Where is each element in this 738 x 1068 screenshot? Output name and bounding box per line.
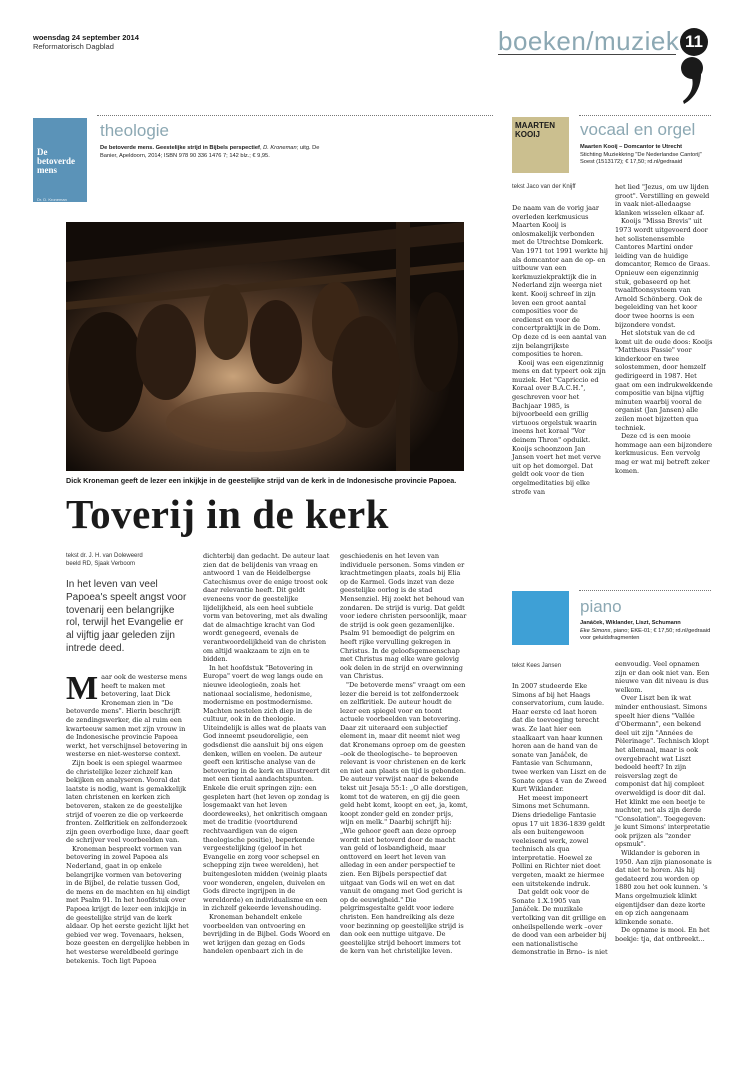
- section-title: theologie: [100, 121, 170, 140]
- paragraph: In 2007 studeerde Eke Simons af bij het Haags conservatorium, cum laude. Haar eerste cd laat horen dat die toevoeging terecht was. Ze laat hier een staalkaart van haar kunnen horen aan de hand van de sonate van Janáček, de Fantasie van Schumann, twee werken van Liszt en de Sonate opus 4 van de Zweed Kurt Wiklander.: [512, 682, 607, 794]
- section-title: piano: [580, 597, 622, 616]
- book-cover-image: [33, 118, 87, 202]
- book-cover-title: De betoverde mens: [37, 147, 75, 175]
- book-meta: uitg. De Banier, Apeldoorn, 2014; ISBN 978 90 336 1476 7; 142 blz.; € 9,95.: [100, 145, 320, 159]
- paragraph: Kooijs "Missa Brevis" uit 1973 wordt uitgevoerd door het solistenensemble Cantores Martini onder leiding van de huidige domcantor, Remco de Graas. Opnieuw een eigenzinnig stuk, gebaseerd op het twaalftoonsysteem van Arnold Schönberg. Ook de begeleiding van het koor door twee hoorns is een bijzondere vondst.: [615, 217, 711, 329]
- book-details: De betoverde mens. Geestelijke strijd in Bijbels perspectief, D. Kroneman; uitg. De Banier, Apeldoorn, 2014; ISBN 978 90 336 1476 7; 142 blz.; € 9,95.: [100, 145, 320, 159]
- header-rule: [498, 54, 676, 55]
- paragraph: Deze cd is een mooie hommage aan een bijzondere kerkmusicus. Een vervolg mag er wat mij betreft zeker komen.: [615, 432, 713, 475]
- book-title: De betoverde mens. Geestelijke strijd in Bijbels perspectief: [100, 145, 260, 151]
- review-column-2: [615, 660, 713, 944]
- article-column-3: [340, 552, 468, 956]
- review-column-2: [615, 183, 713, 475]
- cd-cover-last: KOOIJ: [515, 130, 540, 139]
- cd-title: Maarten Kooij – Domcantor te Utrecht: [580, 144, 683, 150]
- page-section-title: boeken/muziek: [498, 26, 680, 56]
- article-photo: [66, 222, 464, 471]
- cd-performer: Eke Simons: [580, 627, 611, 634]
- review-credit: tekst Kees Jansen: [512, 663, 562, 669]
- paragraph: Zijn boek is een spiegel waarmee de christelijke lezer zichzelf kan bekijken en analyseren. Vooral dat laatste is nodig, want is gemakkelijk laten christenen en kerken zich betoveren, staken ze de geestelijke strijd of voeren ze die op verkeerde fronten. Zelfkritiek en zelfonderzoek zijn geen overbodige luxe, daar geeft de schrijver veel voorbeelden van.: [66, 758, 189, 845]
- article-column-1: [66, 670, 190, 965]
- paragraph: geschiedenis en het leven van individuele personen. Soms vinden er krachtmetingen plaats, zoals bij Elia op de Karmel. Gods inzet van deze geestelijke oorlog is de stad Mensenziel. Hij zoekt het behoud van zondaren. De strijd is vurig. Dat geldt voor iedere christen persoonlijk, maar de strijd is ook geen gezamenlijke. Psalm 91 bemoedigt de pelgrim en heeft rijke vervulling gekregen in Christus. In de geloofsgemeenschap met Christus mag elke ware gelovig ook delen in de strijd en overwinning van Christus.: [340, 552, 467, 681]
- paragraph: Het slotstuk van de cd komt uit de oude doos: Kooijs "Mattheus Passie" voor kinderkoor en twee solostemmen, door hemzelf gedirigeerd in 1987. Het gaat om een indrukwekkende compositie van bijna vijftig minuten waarbij vooral de organist (Jan Jansen) alle zeilen moet bijzetten qua techniek.: [615, 329, 713, 432]
- paragraph: dichterbij dan gedacht. De auteur laat zien dat de belijdenis van vraag en antwoord 1 van de Heidelbergse Catechismus over de enige troost ook daar relevantie heeft. Dit geldt eveneens voor de geestelijke lijdelijkheid, als een heel subtiele vorm van betovering, met als dwaling dat de almachtige kracht van God wordt genegeerd, evenals de verantwoordelijkheid van de christen om altijd waakzaam te zijn en te bidden.: [203, 552, 330, 664]
- paragraph: aar ook de westerse mens heeft te maken met betovering, laat Dick Kroneman zien in "De betoverde mens". Hierin beschrijft de zendingswerker, die al ruim een kwarteeuw samen met zijn vrouw in de Indonesische provincie Papoea werkt, het verschijnsel betovering in westerse en niet-westerse context.: [66, 673, 188, 759]
- paragraph: eenvoudig. Veel opnamen zijn er dan ook niet van. Een nieuwe van dit niveau is dus welkom.: [615, 660, 710, 694]
- drop-cap: M: [66, 670, 99, 707]
- paragraph: Over Liszt ben ik wat minder enthousiast. Simons speelt hier diens "Vallée d'Obermann", een bekend deel uit zijn "Années de Pèlerinage". Technisch klopt het allemaal, maar is ook overgebracht wat Liszt bedoeld heeft? In zijn reisverslag zegt de componist dat hij compleet overweldigd is door dit dal. Het klinkt me een beetje te nuchter, net als zijn derde "Consolation". Toegegeven: je kunt Simons' interpretatie ook prijzen als "zonder opsmuk".: [615, 694, 710, 849]
- issue-date: woensdag 24 september 2014: [33, 33, 139, 42]
- paragraph: Kooij was een eigenzinnig mens en dat typeert ook zijn muziek. Het "Capriccio ed Koraal over B.A.C.H.", geschreven voor het Bachjaar 1985, is bijvoorbeeld een grillig virtuoos orgelstuk waarin ineens het koraal "Vor deinem Thron" opduikt. Kooijs schoonzoon Jan Jansen voert het met verve uit op het domorgel. Dat geldt ook voor de tien orgelmeditaties bij elke strofe van: [512, 358, 606, 496]
- section-divider: [97, 115, 493, 116]
- newspaper-name: Reformatorisch Dagblad: [33, 42, 114, 51]
- article-headline: Toverij in de kerk: [66, 491, 389, 537]
- cd-cover-image: [512, 117, 569, 173]
- cd-meta: Stichting Muziekkring "De Nederlandse Cantorij" Soest (1513172); € 17,50; rd.nl/gedraaid: [580, 151, 702, 166]
- paragraph: Dat geldt ook voor de Sonate 1.X.1905 van Janáček. De muzikale vertolking van dit grillige en onheilspellende werk –over de dood van een arbeider bij een nationalistische demonstratie in Brno– is niet: [512, 888, 608, 957]
- article-column-2: [203, 552, 331, 956]
- paragraph: Kroneman behandelt enkele voorbeelden van ontvoering en bevrijding in de Bijbel. Gods Woord en wet krijgen dan gezag en Gods handelen openbaart zich in de: [203, 912, 331, 956]
- page-number: 11: [680, 28, 708, 56]
- paragraph: Het meest imponeert Simons met Schumann. Diens driedelige Fantasie opus 17 uit 1836-1839 geldt als een buitengewoon veeleisend werk, zowel technisch als qua interpretatie. Hoewel ze Pollini en Richter niet doet vergeten, maakt ze hiermee een uitstekende indruk.: [512, 793, 606, 888]
- review-credit: tekst Jaco van der Knijff: [512, 184, 576, 190]
- book-cover-author: Dr. D. Kroneman: [37, 197, 67, 202]
- cd-cover-first: MAARTEN: [515, 121, 555, 130]
- article-intro: In het leven van veel Papoea's speelt angst voor tovenarij een belangrijke rol, terwijl het Evangelie er al vijftig jaar geleden zijn intrede deed.: [66, 579, 187, 654]
- photo-credit: beeld RD, Sjaak Verboom: [66, 561, 136, 567]
- cd-meta: , piano; EKE-01; € 17,50; rd.nl/gedraaid voor geluidsfragmenten: [580, 627, 711, 642]
- section-divider: [579, 590, 711, 591]
- paragraph: Kroneman bespreekt vormen van betovering in zowel Papoea als Nederland, gaat in op enkele belangrijke vormen van betovering in de Bijbel, de relatie tussen God, de mens en de machten en hij eindigt met Psalm 91. In het hoofdstuk over Papoea krijgt de lezer een inkijkje in de geestelijke strijd van de kerk aldaar. Op het eerste gezicht lijkt het gebied ver weg. Tovenaars, heksen, boze geesten en dergelijke hebben in het westerse wereldbeeld geringe betekenis. Toch ligt Papoea: [66, 844, 190, 965]
- review-column-1: [512, 682, 609, 957]
- paragraph: In het hoofdstuk "Betovering in Europa" voert de weg langs oude en nieuwe ideologieën, zoals het nationaal socialisme, hedonisme, modernisme en postmodernisme. Machten nestelen zich diep in de cultuur, ook in de theologie. Uiteindelijk is alles wat de plaats van God inneemt pseudoreligie, een godsdienst die aansluit bij ons eigen denken, willen en voelen. De auteur geeft een kritische analyse van de betovering in de kerk en illustreert dit met een tiental aandachtspunten. Enkele die eruit springen zijn: een gespleten hart (het leven op zondag is losgemaakt van het leven doordeweeks), het onkritisch omgaan met de traditie (voortdurend rechtvaardigen van de eigen theologische positie), beperkende vergeestelijking (geloof in het Evangelie en zorg voor schepsel en schepping zijn twee werelden), het buitengesloten midden (weinig plaats voor wonderen, engelen, duivelen en Gods directe ingrijpen in de wereldorde) en individualisme en een in zichzelf gekeerde levenshouding.: [203, 663, 330, 913]
- cd-cover-name: [512, 117, 569, 143]
- section-divider: [579, 115, 711, 116]
- cd-title: Janáček, Wiklander, Liszt, Schumann: [580, 620, 681, 626]
- paragraph: De naam van de vorig jaar overleden kerkmusicus Maarten Kooij is onlosmakelijk verbonden met de Utrechtse Domkerk. Van 1971 tot 1991 werkte hij als domcantor aan de op- en uitbouw van een kerkmuziekpraktijk die in Nederland zijn weerga niet kent. Kooij schreef in zijn leven een groot aantal composities voor de eredienst en voor de concertpraktijk in de Dom. Op deze cd is een aantal van zijn belangrijkste composities te horen.: [512, 204, 608, 359]
- paragraph: "De betoverde mens" vraagt om een lezer die bereid is tot zelfonderzoek en zelfkritiek. De auteur houdt de lezer een spiegel voor en toont actuele voorbeelden van betovering. Daar zit uiteraard een subjectief element in, maar dit neemt niet weg dat Kronemans oproep om de geesten –ook de theologische– te beproeven relevant is voor christenen en de kerk en niet aan plaats en tijd is gebonden. De auteur verwijst naar de bekende tekst uit Jesaja 55:1: „O alle dorstigen, komt tot de wateren, en gij die geen geld hebt komt, koopt en eet, ja, komt, koopt zonder geld en zonder prijs, wijn en melk." Daarbij schrijft hij: „Wie gehoor geeft aan deze oproep wordt niet betoverd door de macht van geld of losbandigheid, maar onttoverd en leert het leven van alledag in een ander perspectief te zien. Een Bijbels perspectief dat uitgaat van Gods wil en wet en dat vanuit de omgang met God gericht is op de eeuwigheid." Die pelgrimsgestalte geldt voor iedere christen. Een handreiking als deze voor bezinning op geestelijke strijd is dan ook een nuttige uitgave. De geestelijke strijd behoort immers tot de kern van het christelijke leven.: [340, 680, 469, 956]
- article-credits: [66, 552, 190, 568]
- review-column-1: [512, 204, 609, 496]
- paragraph: het lied "Jezus, om uw lijden groot". Verstilling en geweld in vaak niet-alledaagse klanken wisselen elkaar af.: [615, 183, 710, 217]
- photo-caption: Dick Kroneman geeft de lezer een inkijkje in de geestelijke strijd van de kerk in de Indonesische provincie Papoea.: [66, 476, 457, 485]
- cd-details: [580, 620, 714, 643]
- text-credit: tekst dr. J. H. van Doleweerd: [66, 553, 143, 559]
- section-title: vocaal en orgel: [580, 120, 696, 139]
- paragraph: De opname is mooi. En het boekje: tja, dat ontbreekt...: [615, 926, 710, 943]
- book-author: D. Kroneman: [263, 145, 297, 151]
- cd-cover-image: [512, 591, 569, 645]
- cd-details: [580, 144, 714, 167]
- paragraph: Wiklander is geboren in 1950. Aan zijn pianosonate is dat niet te horen. Als hij gedateerd zou worden op 1880 zou het ook kunnen. 's Mans orgelmuziek klinkt eigentijdser dan deze korte en op zich aangenaam klinkende sonate.: [615, 849, 712, 926]
- comma-logo-icon: [679, 56, 705, 106]
